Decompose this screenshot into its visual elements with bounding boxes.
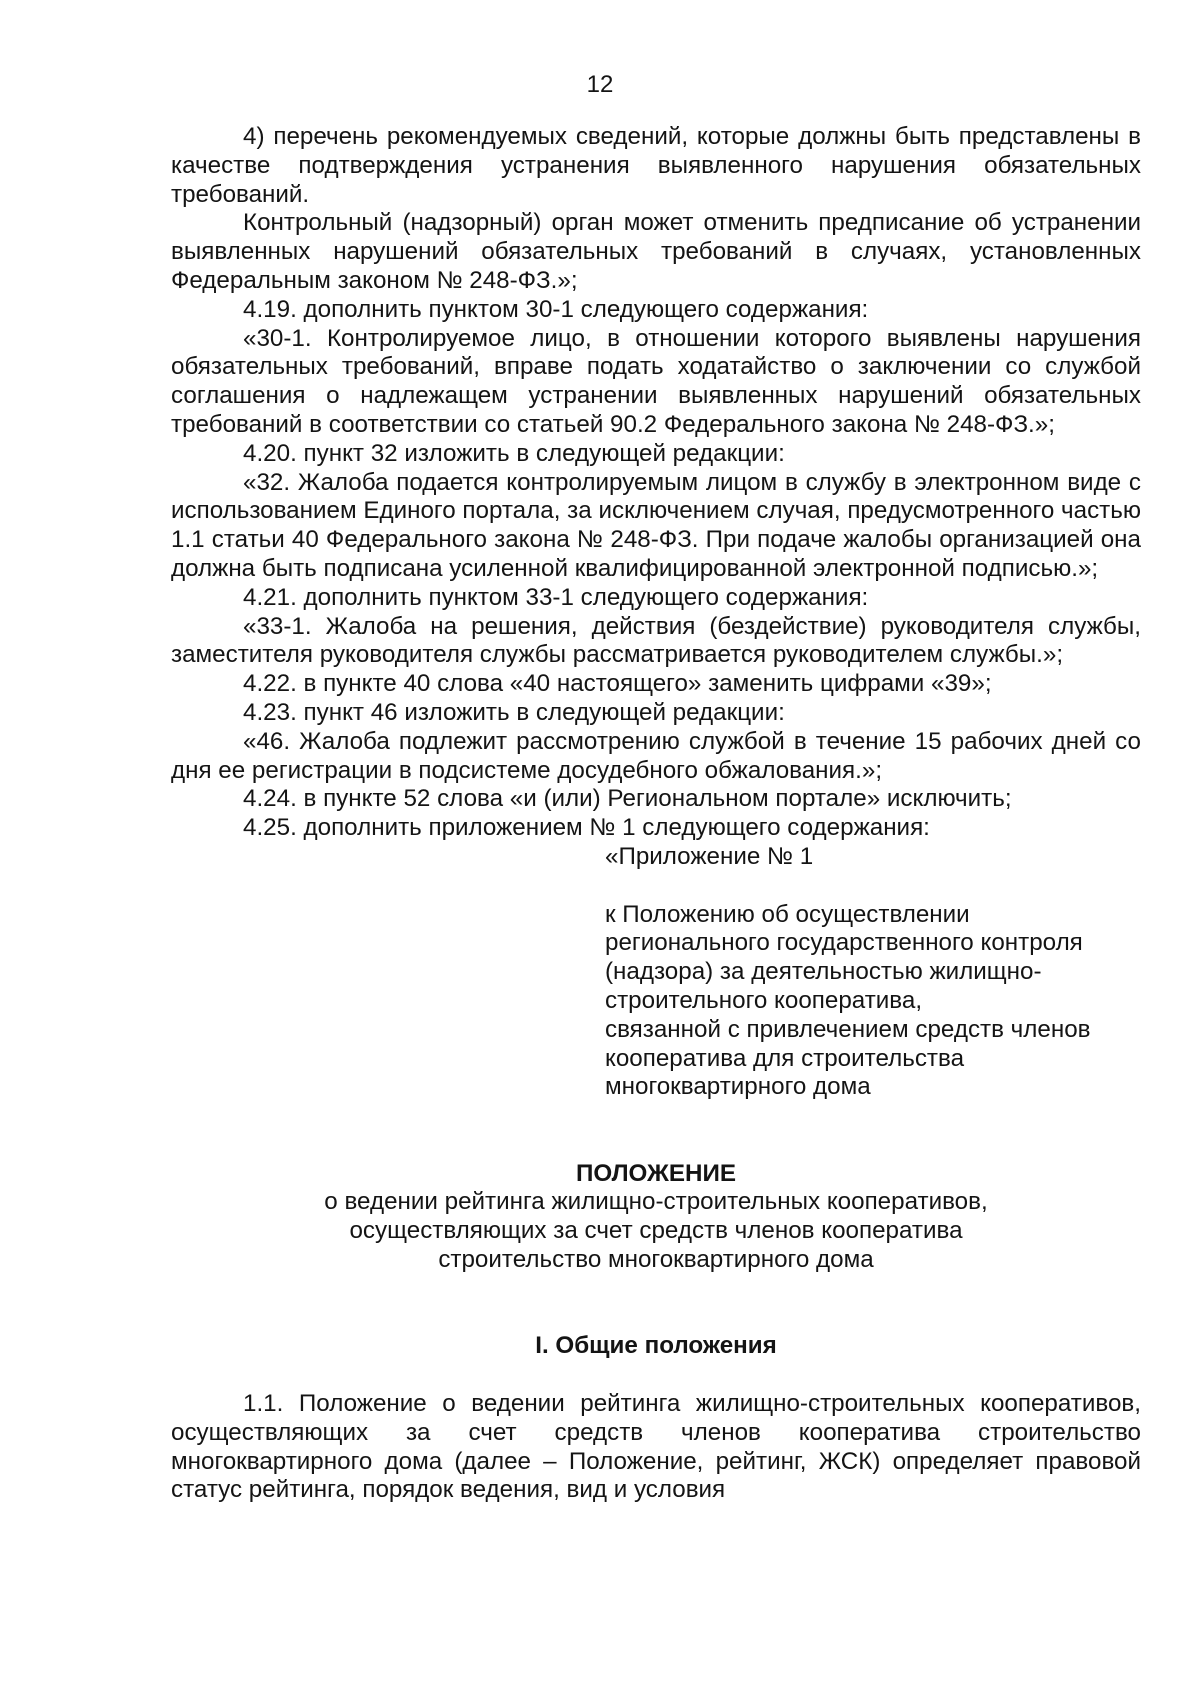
appendix-line: к Положению об осуществлении	[605, 900, 970, 928]
appendix-line: связанной с привлечением средств членов	[605, 1015, 1091, 1043]
paragraph-33-1: «33-1. Жалоба на решения, действия (бездействие) руководителя службы, заместителя руководителя службы рассматривается руководителем службы.»;	[171, 612, 1141, 669]
paragraph-46: «46. Жалоба подлежит рассмотрению службой в течение 15 рабочих дней со дня ее регистрации в подсистеме досудебного обжалования.»;	[171, 727, 1141, 784]
paragraph-4-21: 4.21. дополнить пунктом 33-1 следующего содержания:	[243, 583, 869, 611]
paragraph-4-25: 4.25. дополнить приложением № 1 следующего содержания:	[243, 814, 930, 842]
paragraph-30-1: «30-1. Контролируемое лицо, в отношении которого выявлены нарушения обязательных требований, вправе подать ходатайство о заключении со службой соглашения о надлежащем устранении выявленных нарушений обязательных требований в соответствии со статьей 90.2 Федерального закона № 248-ФЗ.»;	[171, 324, 1141, 438]
paragraph-4-24: 4.24. в пункте 52 слова «и (или) Региональном портале» исключить;	[243, 785, 1012, 813]
paragraph-4-22: 4.22. в пункте 40 слова «40 настоящего» заменить цифрами «39»;	[243, 670, 992, 698]
paragraph-4-19: 4.19. дополнить пунктом 30-1 следующего содержания:	[243, 295, 869, 323]
document-subtitle-line: осуществляющих за счет средств членов кооператива	[349, 1217, 963, 1245]
document-title: ПОЛОЖЕНИЕ	[575, 1159, 737, 1187]
document-subtitle	[171, 1188, 1141, 1274]
paragraph-1-1: 1.1. Положение о ведении рейтинга жилищно-строительных кооперативов, осуществляющих за счет средств членов кооператива строительство многоквартирного дома (далее – Положение, рейтинг, ЖСК) определяет правовой статус рейтинга, порядок ведения, вид и условия	[171, 1390, 1141, 1504]
document-subtitle-line: строительство многоквартирного дома	[438, 1246, 874, 1274]
appendix-line: многоквартирного дома	[605, 1073, 871, 1101]
appendix-block	[605, 843, 1141, 1102]
appendix-line: (надзора) за деятельностью жилищно-	[605, 958, 1042, 986]
paragraph-4-20: 4.20. пункт 32 изложить в следующей редакции:	[243, 439, 785, 467]
section-heading: I. Общие положения	[535, 1332, 777, 1360]
appendix-line: регионального государственного контроля	[605, 929, 1083, 957]
paragraph-4-23: 4.23. пункт 46 изложить в следующей редакции:	[243, 698, 785, 726]
document-body	[171, 123, 1141, 1505]
appendix-line: строительного кооператива,	[605, 986, 923, 1014]
page-number: 12	[586, 71, 614, 98]
paragraph-item-4: 4) перечень рекомендуемых сведений, которые должны быть представлены в качестве подтверждения устранения выявленного нарушения обязательных требований.	[171, 123, 1141, 208]
appendix-line: кооператива для строительства	[605, 1044, 965, 1072]
paragraph-32: «32. Жалоба подается контролируемым лицом в службу в электронном виде с использованием Единого портала, за исключением случая, предусмотренного частью 1.1 статьи 40 Федерального закона № 248-ФЗ. При подаче жалобы организацией она должна быть подписана усиленной квалифицированной электронной подписью.»;	[171, 468, 1141, 582]
paragraph-revocation: Контрольный (надзорный) орган может отменить предписание об устранении выявленных нарушений обязательных требований в случаях, установленных Федеральным законом № 248-ФЗ.»;	[171, 209, 1141, 294]
document-subtitle-line: о ведении рейтинга жилищно-строительных кооперативов,	[324, 1188, 988, 1216]
appendix-title: «Приложение № 1	[605, 842, 814, 870]
